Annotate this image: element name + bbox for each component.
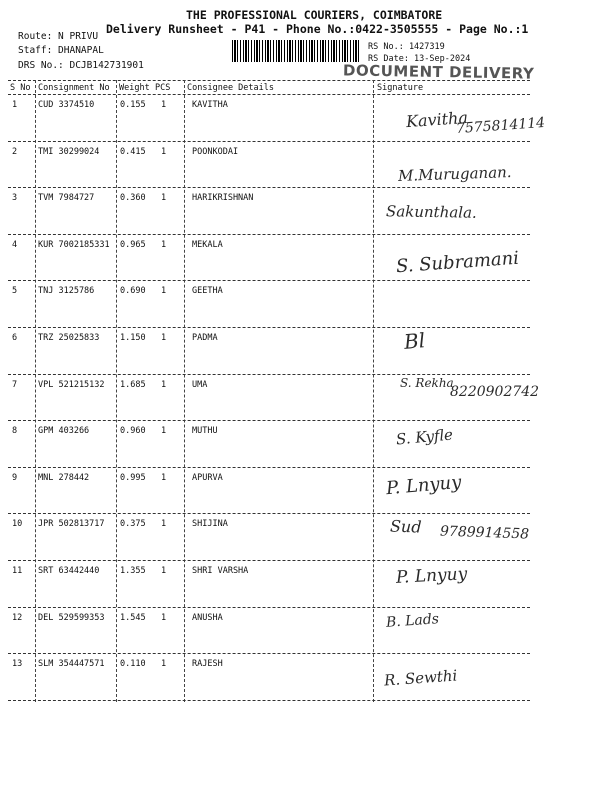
row-weight: 0.960 [120,426,146,437]
row-weight: 0.375 [120,519,146,530]
row-consignment-no: GPM 403266 [38,426,90,437]
row-weight: 0.415 [120,146,146,157]
row-consignment-no: TRZ 25025833 [38,333,100,343]
row-pcs: 1 [161,193,167,204]
row-sno: 4 [12,239,18,250]
row-consignment-no: TMI 30299024 [38,146,100,157]
row-signature-phone: 7575814114 [455,114,546,138]
row-consignee: GEETHA [192,286,223,297]
row-divider [8,280,530,281]
row-sno: 9 [12,472,18,483]
row-divider [8,327,530,328]
row-pcs: 1 [161,566,167,576]
row-signature: S. Subramani [395,247,520,278]
row-pcs: 1 [161,286,167,297]
row-consignee: MUTHU [192,426,218,437]
col-pcs: PCS [155,83,171,93]
col-consignment: Consignment No [38,83,110,93]
row-divider [8,234,530,235]
row-divider [8,653,530,654]
row-consignee: HARIKRISHNAN [192,193,254,204]
row-weight: 0.360 [120,193,146,204]
rs-date: RS Date: 13-Sep-2024 [368,54,471,64]
route-label: Route: N PRIVU [18,31,99,42]
row-consignee: PADMA [192,333,218,343]
row-consignee: UMA [192,379,208,390]
row-divider [8,374,530,375]
row-signature-phone: 8220902742 [450,383,540,400]
row-divider [8,560,530,561]
row-signature: Sakunthala. [385,202,477,222]
col-consignee: Consignee Details [187,83,274,93]
row-consignment-no: MNL 278442 [38,472,90,483]
row-pcs: 1 [161,426,167,437]
row-consignee: POONKODAI [192,146,239,157]
row-weight: 1.685 [120,379,146,390]
runsheet-title: Delivery Runsheet - P41 - Phone No.:0422-3505555 - Page No.:1 [106,22,529,36]
row-divider [8,607,530,608]
row-weight: 0.965 [120,239,146,250]
col-weight: Weight [119,83,150,93]
row-divider [8,420,530,421]
row-consignment-no: DEL 529599353 [38,612,105,623]
row-sno: 8 [12,426,18,437]
col-divider [116,80,117,702]
row-signature-phone: 9789914558 [439,523,530,543]
row-signature: Sud [389,516,422,537]
row-divider [8,187,530,188]
col-divider [35,80,36,702]
row-pcs: 1 [161,146,167,157]
row-consignee: SHIJINA [192,519,228,530]
drs-number: DRS No.: DCJB142731901 [18,60,144,71]
row-weight: 1.150 [120,333,146,343]
row-consignment-no: TNJ 3125786 [38,286,95,297]
col-divider [373,80,374,702]
row-sno: 12 [12,612,23,623]
row-signature: R. Sewthi [383,666,458,690]
row-sno: 11 [12,566,23,576]
row-consignee: SHRI VARSHA [192,566,249,576]
row-divider [8,700,530,701]
row-divider [8,513,530,514]
row-consignment-no: KUR 7002185331 [38,239,110,250]
row-sno: 13 [12,659,23,670]
row-pcs: 1 [161,239,167,250]
table-top-border [8,80,530,81]
row-sno: 1 [12,100,18,110]
col-sno: S No [10,83,31,93]
row-consignment-no: TVM 7984727 [38,193,95,204]
row-consignment-no: SRT 63442440 [38,566,100,576]
row-divider [8,467,530,468]
company-title: THE PROFESSIONAL COURIERS, COIMBATORE [186,8,443,22]
row-pcs: 1 [161,100,167,110]
document-delivery-stamp: DOCUMENT DELIVERY [342,61,535,83]
row-signature: S. Kyfle [395,425,454,449]
row-consignment-no: SLM 354447571 [38,659,105,670]
col-signature: Signature [377,83,424,93]
row-signature: P. Lnyuy [395,564,468,588]
row-signature: Bl [402,328,427,354]
row-consignee: RAJESH [192,659,223,670]
row-signature: P. Lnyuy [385,471,463,500]
row-weight: 1.355 [120,566,146,576]
row-sno: 7 [12,379,18,390]
row-consignment-no: CUD 3374510 [38,100,95,110]
row-signature: S. Rekha [400,375,454,390]
row-weight: 0.110 [120,659,146,670]
rs-number: RS No.: 1427319 [368,42,445,52]
row-pcs: 1 [161,333,167,343]
row-pcs: 1 [161,612,167,623]
row-consignee: MEKALA [192,239,223,250]
row-sno: 3 [12,193,18,204]
row-consignment-no: JPR 502813717 [38,519,105,530]
row-pcs: 1 [161,472,167,483]
row-divider [8,141,530,142]
row-signature: Kavitha [405,107,469,132]
row-pcs: 1 [161,519,167,530]
row-consignee: APURVA [192,472,223,483]
row-signature: M.Muruganan. [397,162,512,185]
header-divider [8,94,530,95]
row-pcs: 1 [161,379,167,390]
row-weight: 1.545 [120,612,146,623]
row-signature: B. Lads [385,610,440,631]
row-consignee: ANUSHA [192,612,223,623]
row-weight: 0.995 [120,472,146,483]
row-sno: 2 [12,146,18,157]
barcode [232,40,360,62]
row-consignment-no: VPL 521215132 [38,379,105,390]
staff-label: Staff: DHANAPAL [18,45,104,56]
row-sno: 5 [12,286,18,297]
row-consignee: KAVITHA [192,100,228,110]
row-weight: 0.155 [120,100,146,110]
row-pcs: 1 [161,659,167,670]
row-weight: 0.690 [120,286,146,297]
col-divider [184,80,185,702]
row-sno: 10 [12,519,23,530]
row-sno: 6 [12,333,18,343]
